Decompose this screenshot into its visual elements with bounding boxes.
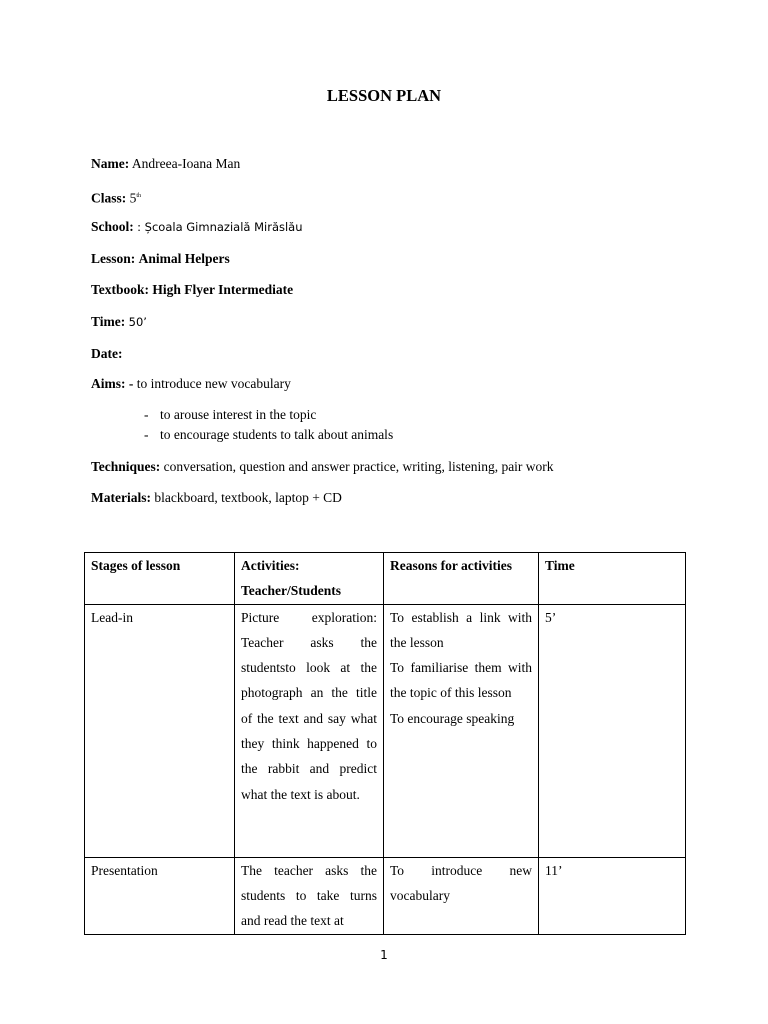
page-title: LESSON PLAN: [326, 86, 442, 105]
table-row: [85, 857, 686, 934]
activity-cell: The teacher asks the students to take turns and read the text at: [235, 857, 384, 934]
table-row: [85, 604, 686, 857]
name-field: Name: Andreea-Ioana Man: [91, 156, 241, 171]
time-cell: 5’: [539, 604, 686, 857]
class-field: Class: 5th: [91, 190, 142, 206]
textbook-field: Textbook: High Flyer Intermediate: [91, 282, 294, 297]
aim-item: - to arouse interest in the topic: [144, 407, 317, 422]
table-header-row: [85, 553, 686, 605]
header-stages: Stages of lesson: [85, 553, 235, 605]
header-reasons: Reasons for activities: [384, 553, 539, 605]
materials-field: Materials: blackboard, textbook, laptop + CD: [91, 490, 342, 505]
aims-field: Aims: - to introduce new vocabulary: [91, 376, 291, 391]
reason-cell: To introduce new vocabulary: [384, 857, 539, 934]
lesson-field: Lesson: Animal Helpers: [91, 251, 230, 266]
header-activities: Activities: Teacher/Students: [235, 553, 384, 605]
lesson-table: [84, 552, 686, 935]
techniques-field: Techniques: conversation, question and answer practice, writing, listening, pair work: [91, 459, 554, 474]
date-field: Date:: [91, 346, 123, 361]
time-cell: 11’: [539, 857, 686, 934]
stage-cell: Presentation: [85, 857, 235, 934]
header-time: Time: [539, 553, 686, 605]
page-number: 1: [380, 948, 388, 962]
aim-item: - to encourage students to talk about animals: [144, 427, 394, 442]
stage-cell: Lead-in: [85, 604, 235, 857]
activity-cell: Picture exploration: Teacher asks the studentsto look at the photograph an the title of the text and say what they think happened to the rabbit and predict what the text is about.: [235, 604, 384, 857]
time-field: Time: 50’: [91, 314, 147, 329]
reason-cell: To establish a link with the lesson To familiarise them with the topic of this lesson To encourage speaking: [384, 604, 539, 857]
school-field: School: : Școala Gimnazială Mirăslău: [91, 219, 303, 234]
